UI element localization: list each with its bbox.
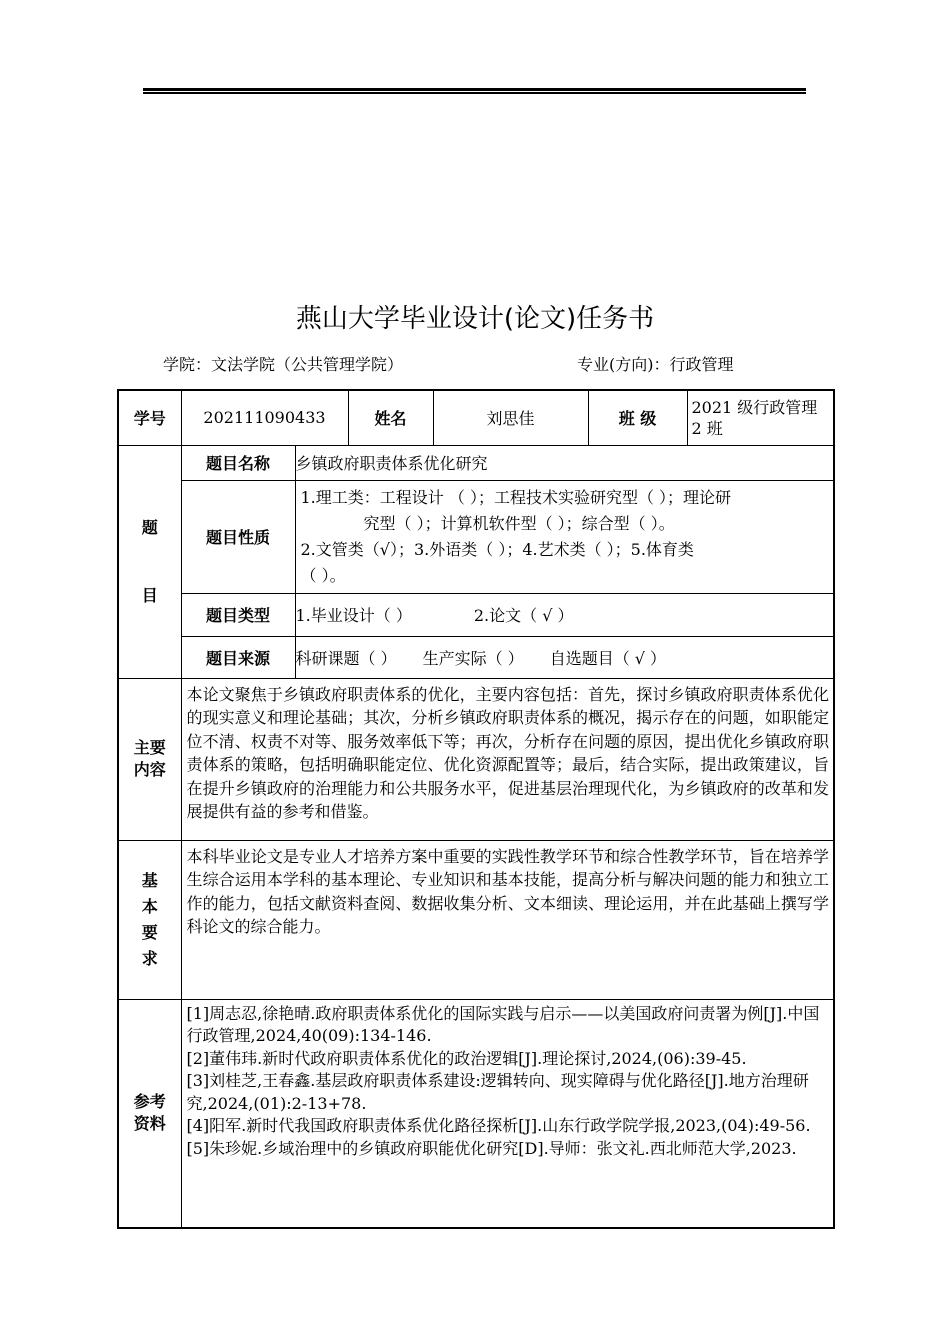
requirements-label-char-3: 要 [141, 922, 158, 942]
topic-name-row [118, 445, 834, 480]
college-line [163, 352, 403, 375]
references-label-1: 参考 [133, 1092, 166, 1112]
nature-line-2: 究型（ ）；计算机软件型（ ）；综合型（ ）。 [363, 513, 675, 533]
requirements-label-char-1: 基 [141, 870, 158, 890]
student-id-value: 202111090433 [181, 390, 348, 445]
source-option-research: 科研课题（ ） [295, 648, 397, 668]
reference-item: [2]董伟玮.新时代政府职责体系优化的政治逻辑[J].理论探讨,2024,(06):39-45. [186, 1048, 747, 1068]
class-label: 班 级 [588, 390, 687, 445]
major-line [577, 352, 734, 375]
source-option-production: 生产实际（ ） [422, 648, 524, 668]
topic-nature-label: 题目性质 [181, 480, 295, 593]
main-content-row [118, 678, 834, 840]
reference-item: [1]周志忍,徐艳晴.政府职责体系优化的国际实践与启示——以美国政府问责署为例[J].中国行政管理,2024,40(09):134-146. [186, 1003, 820, 1045]
major-value: 行政管理 [669, 355, 734, 374]
topic-source-value [295, 636, 834, 678]
reference-item: [5]朱珍妮.乡域治理中的乡镇政府职能优化研究[D].导师：张文礼.西北师范大学,2023. [186, 1138, 797, 1158]
type-option-thesis: 2.论文（ √ ） [473, 606, 574, 625]
header-rule-bottom [143, 92, 806, 94]
topic-nature-value [295, 480, 834, 593]
requirements-label-char-2: 本 [141, 896, 158, 916]
nature-line-3: 2.文管类（√）；3.外语类（ ）；4.艺术类（ ）；5.体育类 [300, 539, 694, 559]
topic-name-label: 题目名称 [181, 445, 295, 480]
main-content-label-2: 内容 [133, 760, 166, 779]
topic-nature-row [118, 480, 834, 593]
requirements-label [118, 840, 181, 999]
source-option-self-selected: 自选题目（ √ ） [549, 648, 667, 668]
type-option-design: 1.毕业设计（ ） [295, 606, 412, 625]
topic-type-value [295, 593, 834, 636]
topic-source-row [118, 636, 834, 678]
references-label-2: 资料 [133, 1114, 166, 1134]
topic-source-label: 题目来源 [181, 636, 295, 678]
references-row [118, 999, 834, 1228]
student-name-value: 刘思佳 [433, 390, 588, 445]
student-info-row [118, 390, 834, 445]
topic-section-label-1: 题 [141, 517, 158, 537]
header-rule-top [143, 88, 806, 91]
requirements-text: 本科毕业论文是专业人才培养方案中重要的实践性教学环节和综合性教学环节，旨在培养学生综合运用本学科的基本理论、专业知识和基本技能，提高分析与解决问题的能力和独立工作的能力，包括文献资料查阅、数据收集分析、文本细读、理论运用，并在此基础上撰写学科论文的综合能力。 [181, 840, 834, 999]
main-content-label [118, 678, 181, 840]
student-name-label: 姓名 [348, 390, 433, 445]
nature-line-4: （ ）。 [300, 565, 346, 585]
topic-type-row [118, 593, 834, 636]
class-value: 2021 级行政管理 2 班 [687, 390, 834, 445]
major-label: 专业(方向)： [577, 355, 670, 374]
topic-section-label-2: 目 [141, 585, 158, 605]
task-form-table [117, 389, 835, 1229]
college-value: 文法学院（公共管理学院） [211, 355, 404, 374]
topic-type-label: 题目类型 [181, 593, 295, 636]
topic-section-label [118, 445, 181, 678]
nature-line-1: 1.理工类：工程设计 （ ）；工程技术实验研究型（ ）；理论研 [300, 487, 732, 507]
main-content-text: 本论文聚焦于乡镇政府职责体系的优化，主要内容包括：首先，探讨乡镇政府职责体系优化的现实意义和理论基础；其次，分析乡镇政府职责体系的概况，揭示存在的问题，如职能定位不清、权责不对等、服务效率低下等；再次，分析存在问题的原因，提出优化乡镇政府职责体系的策略，包括明确职能定位、优化资源配置等；最后，结合实际，提出政策建议，旨在提升乡镇政府的治理能力和公共服务水平，促进基层治理现代化，为乡镇政府的改革和发展提供有益的参考和借鉴。 [181, 678, 834, 840]
main-content-label-1: 主要 [133, 738, 166, 757]
requirements-label-char-4: 求 [141, 948, 158, 968]
references-list [181, 999, 834, 1228]
references-label [118, 999, 181, 1228]
document-title: 燕山大学毕业设计(论文)任务书 [295, 304, 655, 334]
reference-item: [4]阳军.新时代我国政府职责体系优化路径探析[J].山东行政学院学报,2023,(04):49-56. [186, 1116, 811, 1135]
college-label: 学院： [163, 355, 212, 374]
reference-item: [3]刘桂芝,王春鑫.基层政府职责体系建设:逻辑转向、现实障碍与优化路径[J].地方治理研究,2024,(01):2-13+78. [186, 1071, 809, 1113]
topic-name-value: 乡镇政府职责体系优化研究 [295, 445, 834, 480]
requirements-row [118, 840, 834, 999]
student-id-label: 学号 [118, 390, 181, 445]
